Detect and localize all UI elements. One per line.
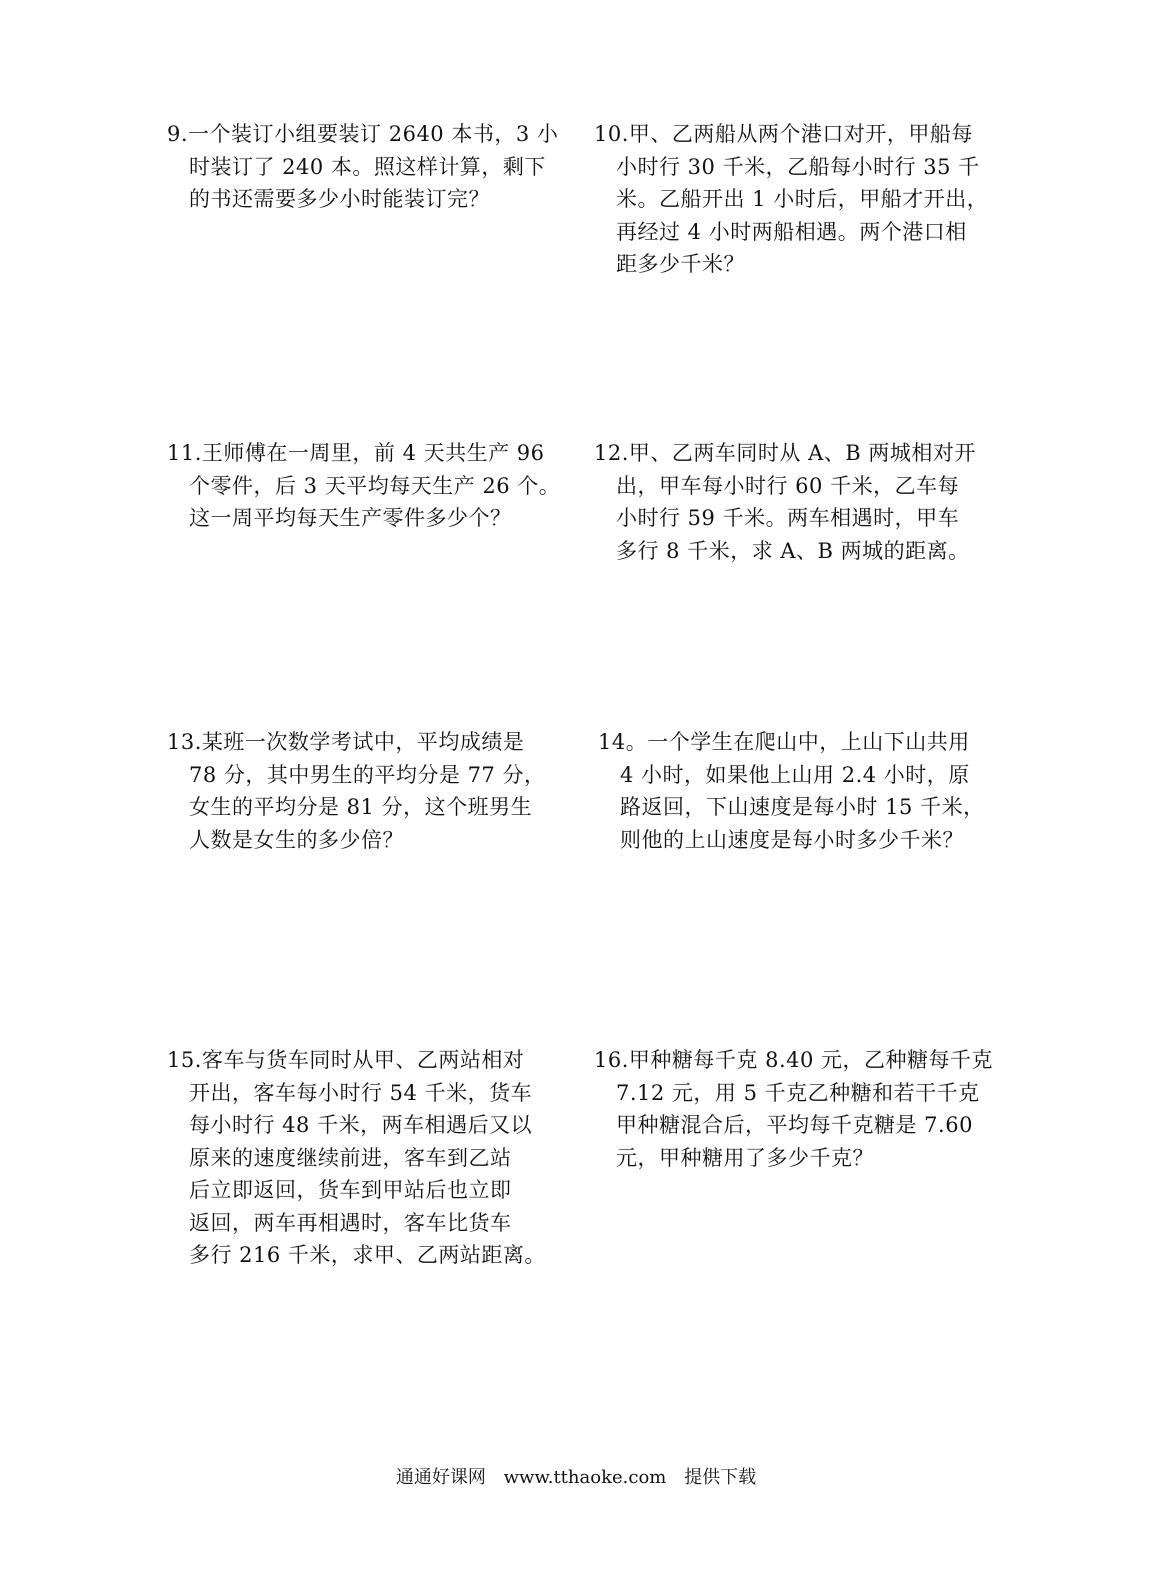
problem-text-line: 原来的速度继续前进，客车到乙站: [189, 1145, 512, 1170]
problem-text-line: 则他的上山速度是每小时多少千米？: [620, 827, 964, 852]
problem-text-line: 甲种糖混合后，平均每千克糖是 7.60: [616, 1113, 973, 1137]
problem-text-line: 多行 8 千米，求 A、B 两城的距离。: [616, 538, 970, 563]
problem-text-line: 出，甲车每小时行 60 千米，乙车每: [616, 473, 960, 498]
problem-11: [167, 437, 560, 535]
problem-number: 11.: [167, 441, 202, 465]
problem-text-line: 开出，客车每小时行 54 千米，货车: [189, 1080, 533, 1105]
problem-16: [594, 1044, 993, 1174]
problem-number: 12.: [594, 441, 629, 465]
problem-text-line: 后立即返回，货车到甲站后也立即: [189, 1178, 512, 1202]
problem-text-line: 一个装订小组要装订 2640 本书，3 小: [188, 122, 559, 146]
problem-number: 13.: [167, 730, 202, 754]
problem-text-line: 返回，两车再相遇时，客车比货车: [189, 1210, 512, 1235]
problem-text-line: 78 分，其中男生的平均分是 77 分，: [189, 762, 546, 787]
problem-13: [167, 726, 545, 856]
problem-text-line: 这一周平均每天生产零件多少个？: [189, 506, 512, 530]
problem-10: [594, 118, 988, 281]
problem-12: [594, 437, 976, 567]
page-footer: [0, 1466, 1152, 1490]
problem-number: 15.: [167, 1048, 202, 1072]
problem-text-line: 每小时行 48 千米，两车相遇后又以: [189, 1113, 533, 1137]
problem-text-line: 小时行 30 千米，乙船每小时行 35 千: [616, 154, 980, 179]
problem-text-line: 的书还需要多少小时能装订完？: [189, 187, 490, 211]
problem-text-line: 女生的平均分是 81 分，这个班男生: [189, 795, 533, 819]
problem-text-line: 小时行 59 千米。两车相遇时，甲车: [616, 506, 960, 530]
problem-number: 10.: [594, 122, 629, 146]
problem-text-line: 路返回，下山速度是每小时 15 千米，: [620, 795, 985, 819]
footer-site-name: 通通好课网: [395, 1467, 486, 1488]
problem-number: 9.: [167, 122, 189, 146]
problem-text-line: 7.12 元，用 5 千克乙种糖和若干千克: [616, 1080, 980, 1105]
problem-text-line: 元，甲种糖用了多少千克？: [616, 1145, 874, 1170]
problem-text-line: 多行 216 千米，求甲、乙两站距离。: [189, 1243, 546, 1267]
problem-text-line: 王师傅在一周里，前 4 天共生产 96: [201, 441, 545, 465]
problem-text-line: 时装订了 240 本。照这样计算，剩下: [189, 154, 546, 179]
problem-number: 14。: [598, 730, 648, 754]
problem-text-line: 个零件，后 3 天平均每天生产 26 个。: [189, 473, 561, 498]
problem-text-line: 人数是女生的多少倍？: [189, 827, 404, 852]
problem-text-line: 客车与货车同时从甲、乙两站相对: [201, 1048, 525, 1072]
problem-text-line: 再经过 4 小时两船相遇。两个港口相: [616, 219, 967, 244]
problem-text-line: 甲、乙两车同时从 A、B 两城相对开: [628, 441, 976, 465]
problem-text-line: 4 小时，如果他上山用 2.4 小时，原: [620, 762, 970, 787]
problem-text-line: 距多少千米？: [616, 252, 745, 276]
problem-text-line: 甲种糖每千克 8.40 元，乙种糖每千克: [628, 1048, 994, 1072]
footer-url: www.tthaoke.com: [503, 1467, 667, 1488]
problem-text-line: 一个学生在爬山中，上山下山共用: [647, 730, 970, 754]
problem-9: [167, 118, 558, 216]
problem-15: [167, 1044, 546, 1272]
problem-text-line: 米。乙船开出 1 小时后，甲船才开出，: [616, 187, 989, 211]
problem-number: 16.: [594, 1048, 629, 1072]
problem-text-line: 甲、乙两船从两个港口对开，甲船每: [628, 122, 973, 146]
problem-14: [598, 726, 985, 856]
problem-text-line: 某班一次数学考试中，平均成绩是: [201, 730, 525, 754]
footer-note: 提供下载: [684, 1467, 757, 1488]
